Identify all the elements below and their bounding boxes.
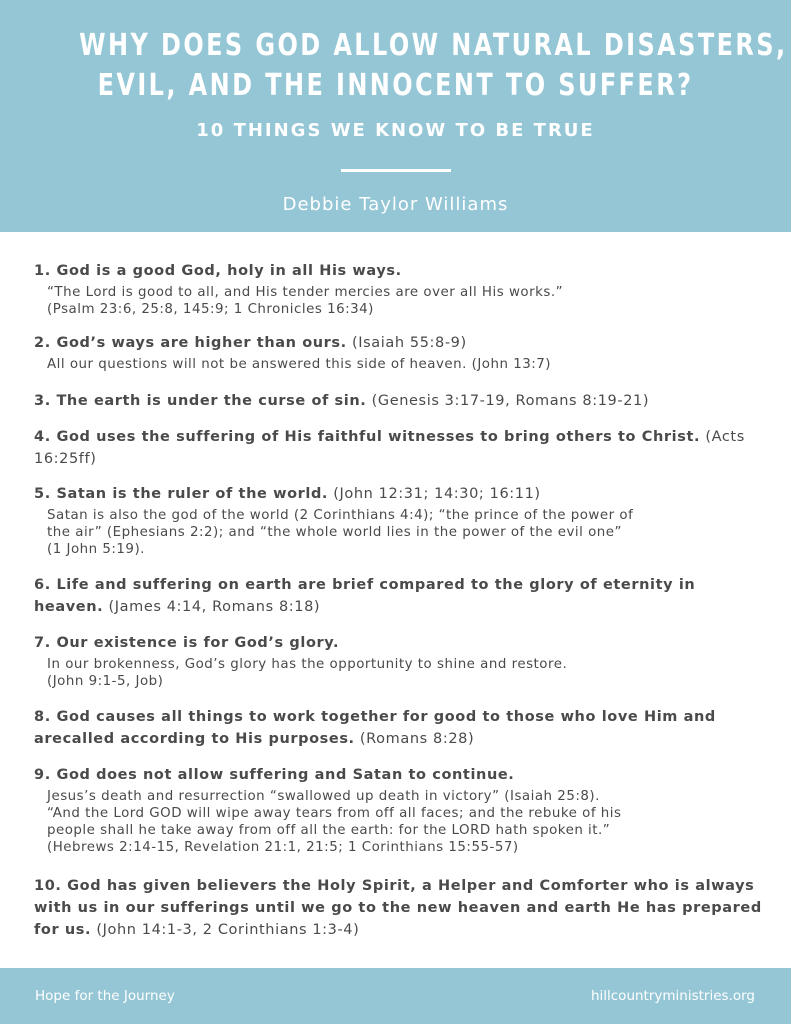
list-item xyxy=(34,875,764,941)
footer-bar xyxy=(0,968,791,1024)
list-item xyxy=(34,332,764,373)
item-heading: 10. God has given believers the Holy Spirit, a Helper and Comforter who is always with us in our sufferings until we go to the new heaven and earth He has prepared for us. (John 14:1-3, 2 Corinthians 1:3-4) xyxy=(34,878,762,938)
item-heading: 7. Our existence is for God’s glory. xyxy=(34,635,340,651)
item-detail: “The Lord is good to all, and His tender mercies are over all His works.” (Psalm 23:6, 25:8, 145:9; 1 Chronicles 16:34) xyxy=(47,285,564,317)
divider xyxy=(341,169,451,172)
item-detail: Jesus’s death and resurrection “swallowed up death in victory” (Isaiah 25:8). “And the Lord GOD will wipe away tears from off all faces; and the rebuke of his people shall he take away from off all the earth: for the LORD hath spoken it.” (Hebrews 2:14-15, Revelation 21:1, 21:5; 1 Corinthians 15:55-57) xyxy=(47,789,622,855)
list-item xyxy=(34,260,764,318)
title-line-2: EVIL, AND THE INNOCENT TO SUFFER? xyxy=(97,68,694,103)
item-heading: 5. Satan is the ruler of the world. (John 12:31; 14:30; 16:11) xyxy=(34,486,541,502)
item-heading: 6. Life and suffering on earth are brief compared to the glory of eternity in heaven. (James 4:14, Romans 8:18) xyxy=(34,577,696,615)
list-item xyxy=(34,574,764,618)
item-heading: 2. God’s ways are higher than ours. (Isaiah 55:8-9) xyxy=(34,335,467,351)
item-heading: 9. God does not allow suffering and Satan to continue. xyxy=(34,767,515,783)
subtitle: 10 THINGS WE KNOW TO BE TRUE xyxy=(196,120,595,141)
list-item xyxy=(34,390,764,412)
list-item xyxy=(34,706,764,750)
list-item xyxy=(34,764,764,856)
item-heading: 4. God uses the suffering of His faithful witnesses to bring others to Christ. (Acts 16:25ff) xyxy=(34,429,745,467)
author: Debbie Taylor Williams xyxy=(282,194,509,215)
item-heading: 3. The earth is under the curse of sin. (Genesis 3:17-19, Romans 8:19-21) xyxy=(34,393,650,409)
list-item xyxy=(34,632,764,690)
footer-brand: Hope for the Journey xyxy=(35,988,175,1004)
list-item xyxy=(34,483,764,558)
title-line-1: WHY DOES GOD ALLOW NATURAL DISASTERS, xyxy=(79,28,788,63)
footer-website-link[interactable]: hillcountryministries.org xyxy=(590,988,755,1004)
item-heading: 1. God is a good God, holy in all His ways. xyxy=(34,263,402,279)
list-item xyxy=(34,426,764,470)
item-heading: 8. God causes all things to work together for good to those who love Him and arecalled according to His purposes. (Romans 8:28) xyxy=(34,709,716,747)
header-banner xyxy=(0,0,791,232)
item-detail: Satan is also the god of the world (2 Corinthians 4:4); “the prince of the power of the air” (Ephesians 2:2); and “the whole world lies in the power of the evil one” (1 John 5:19). xyxy=(47,508,634,557)
item-detail: All our questions will not be answered this side of heaven. (John 13:7) xyxy=(47,357,552,372)
item-detail: In our brokenness, God’s glory has the opportunity to shine and restore. (John 9:1-5, Job) xyxy=(47,657,568,689)
page-title xyxy=(79,26,788,106)
